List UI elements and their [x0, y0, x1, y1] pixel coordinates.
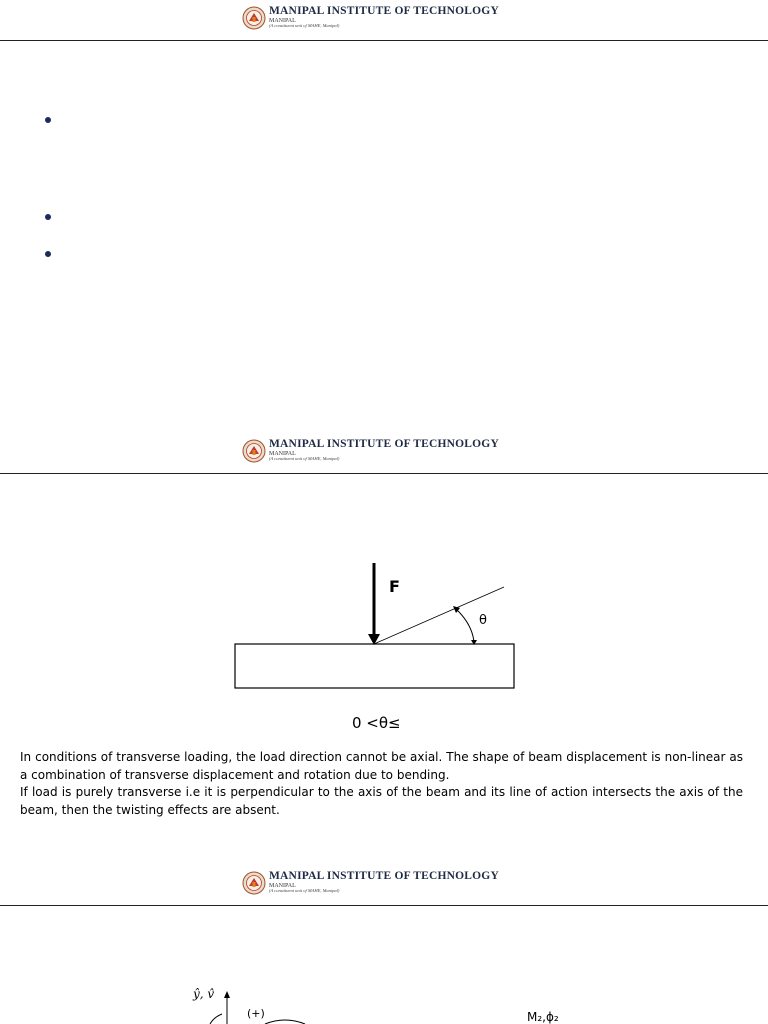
force-label: F — [389, 577, 400, 596]
institution-name: MANIPAL INSTITUTE OF TECHNOLOGY — [269, 870, 499, 882]
moment-label: M₂,ϕ₂ — [527, 1010, 559, 1024]
slide3-header — [0, 865, 768, 906]
institute-logo — [242, 871, 499, 895]
beam-rectangle — [235, 644, 514, 688]
angle-label: θ — [479, 613, 487, 628]
caption-paragraph-1: In conditions of transverse loading, the load direction cannot be axial. The shape of beam displacement is non-linear as a combination of transverse displacement and rotation due to bending. — [20, 750, 743, 782]
rotation-arc-right — [265, 1020, 305, 1024]
sign-label: (+) — [247, 1007, 265, 1020]
institution-tagline: (A constituent unit of MAHE, Manipal) — [269, 887, 340, 893]
institution-location: MANIPAL — [269, 882, 296, 889]
institution-location: MANIPAL — [269, 17, 296, 24]
institution-tagline: (A constituent unit of MAHE, Manipal) — [269, 455, 340, 461]
angle-arc — [456, 609, 474, 642]
rotation-arc-left — [210, 1014, 222, 1024]
axis-label: ŷ, v̂ — [193, 987, 215, 1001]
institution-tagline: (A constituent unit of MAHE, Manipal) — [269, 22, 340, 28]
caption-paragraph-2: If load is purely transverse i.e it is perpendicular to the axis of the beam and its line of action intersects the axis of the beam, then the twisting effects are absent. — [20, 785, 743, 817]
institution-name: MANIPAL INSTITUTE OF TECHNOLOGY — [269, 438, 499, 450]
y-axis-arrowhead — [224, 991, 230, 998]
institution-name: MANIPAL INSTITUTE OF TECHNOLOGY — [269, 5, 499, 17]
angle-range: 0 <θ≤ — [352, 714, 401, 732]
force-arrowhead — [368, 634, 380, 645]
seal-icon — [242, 871, 266, 895]
institution-location: MANIPAL — [269, 450, 296, 457]
